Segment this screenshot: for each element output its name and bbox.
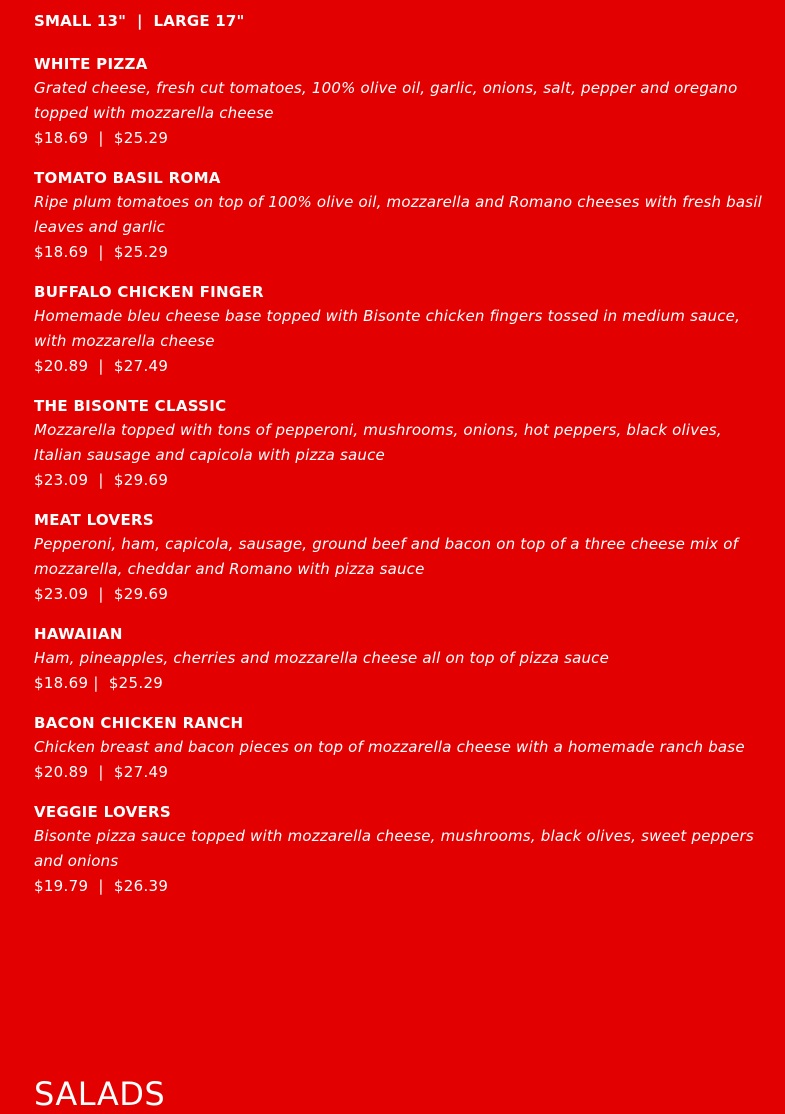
item-price: $19.79 | $26.39: [34, 877, 169, 895]
menu-item: [34, 802, 764, 899]
menu-item: [34, 168, 764, 265]
menu-item: [34, 624, 764, 696]
item-description: Ripe plum tomatoes on top of 100% olive oil, mozzarella and Romano cheeses with fresh basil leaves and garlic: [34, 193, 763, 236]
item-price: $18.69 | $25.29: [34, 674, 164, 692]
item-description: Pepperoni, ham, capicola, sausage, ground beef and bacon on top of a three cheese mix of mozzarella, cheddar and Romano with pizza sauce: [34, 535, 739, 578]
section-title-salads: SALADS: [34, 1075, 166, 1113]
item-name: BUFFALO CHICKEN FINGER: [34, 283, 264, 301]
size-legend: SMALL 13" | LARGE 17": [34, 12, 245, 30]
item-price: $20.89 | $27.49: [34, 763, 169, 781]
item-description: Ham, pineapples, cherries and mozzarella cheese all on top of pizza sauce: [34, 649, 610, 667]
item-price: $23.09 | $29.69: [34, 471, 169, 489]
item-description: Homemade bleu cheese base topped with Bisonte chicken fingers tossed in medium sauce, with mozzarella cheese: [34, 307, 741, 350]
item-description: Bisonte pizza sauce topped with mozzarella cheese, mushrooms, black olives, sweet peppers and onions: [34, 827, 754, 870]
menu-item: [34, 54, 764, 151]
item-name: TOMATO BASIL ROMA: [34, 169, 221, 187]
item-price: $18.69 | $25.29: [34, 243, 169, 261]
item-name: VEGGIE LOVERS: [34, 803, 172, 821]
item-name: BACON CHICKEN RANCH: [34, 714, 244, 732]
item-price: $23.09 | $29.69: [34, 585, 169, 603]
item-description: Grated cheese, fresh cut tomatoes, 100% olive oil, garlic, onions, salt, pepper and oregano topped with mozzarella cheese: [34, 79, 738, 122]
pizza-list: [34, 54, 764, 916]
item-name: HAWAIIAN: [34, 625, 123, 643]
item-name: MEAT LOVERS: [34, 511, 154, 529]
item-name: WHITE PIZZA: [34, 55, 148, 73]
menu-item: [34, 282, 764, 379]
item-price: $20.89 | $27.49: [34, 357, 169, 375]
item-description: Mozzarella topped with tons of pepperoni, mushrooms, onions, hot peppers, black olives, Italian sausage and capicola with pizza sauce: [34, 421, 722, 464]
menu-item: [34, 396, 764, 493]
item-price: $18.69 | $25.29: [34, 129, 169, 147]
item-name: THE BISONTE CLASSIC: [34, 397, 227, 415]
item-description: Chicken breast and bacon pieces on top of mozzarella cheese with a homemade ranch base: [34, 738, 745, 756]
menu-item: [34, 713, 764, 785]
menu-item: [34, 510, 764, 607]
